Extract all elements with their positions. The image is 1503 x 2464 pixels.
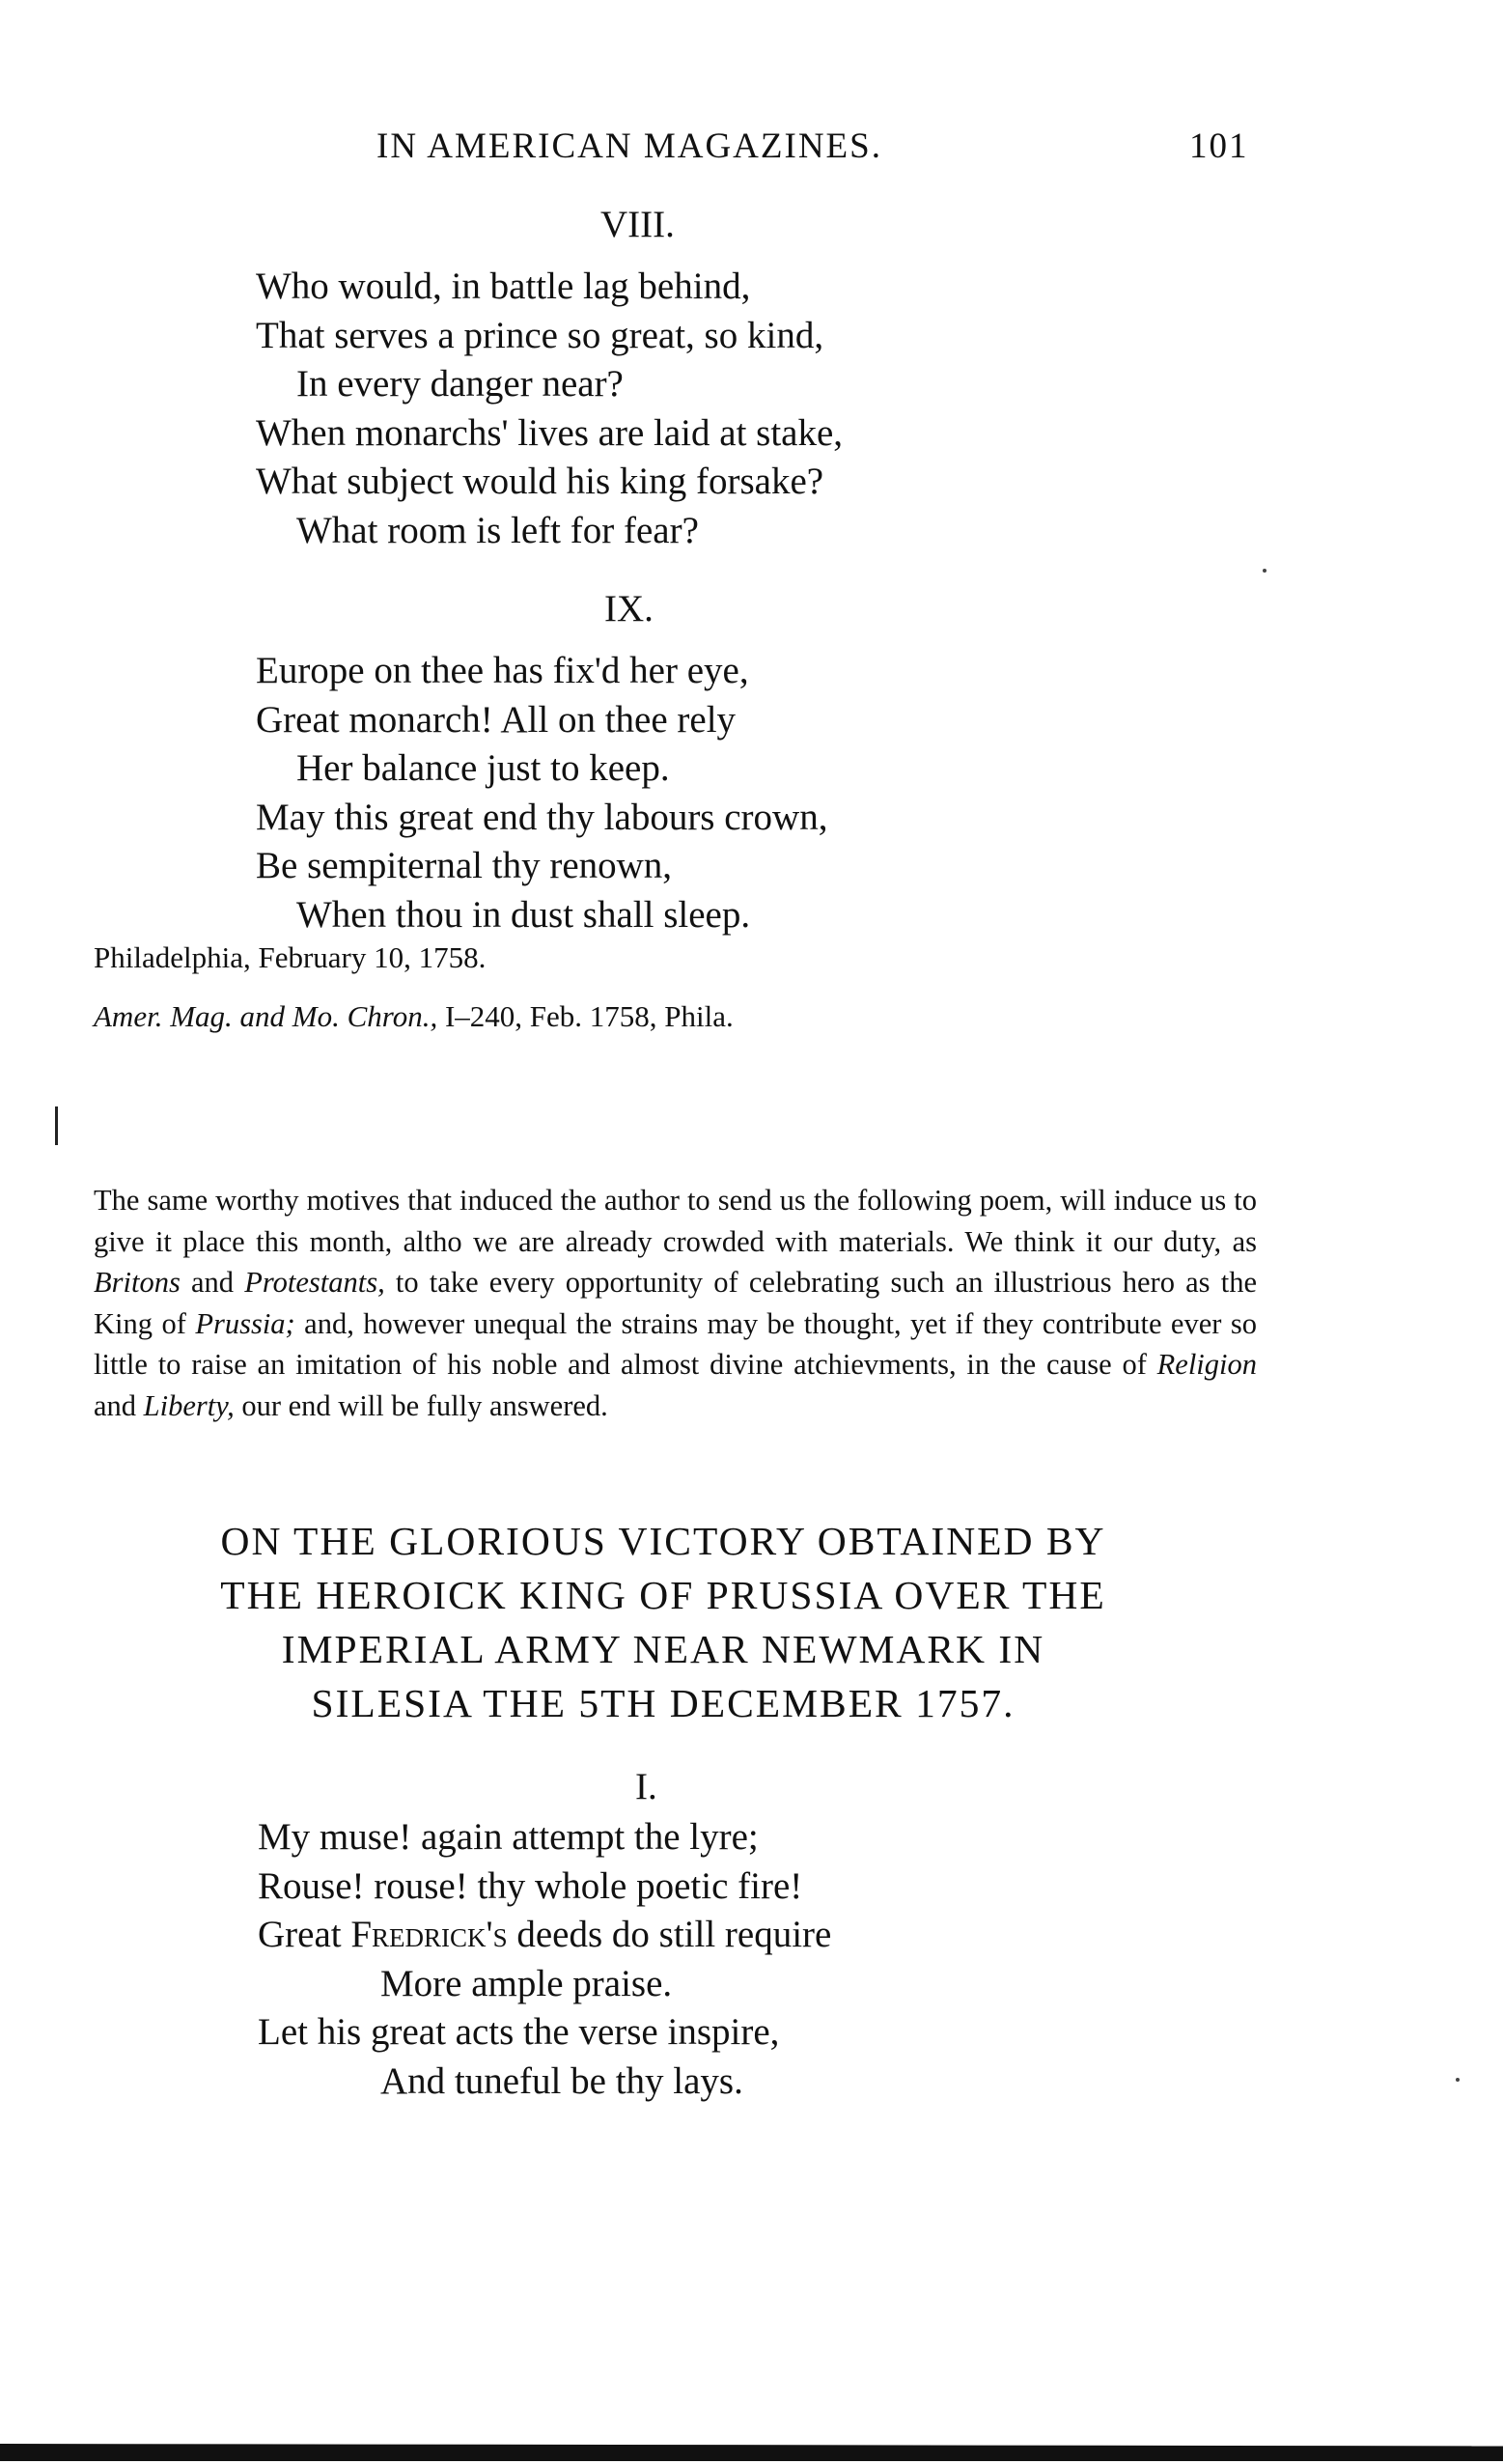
scan-speck xyxy=(1263,569,1266,573)
verse-line: What room is left for fear? xyxy=(296,509,699,551)
dateline: Philadelphia, February 10, 1758. xyxy=(94,940,487,974)
verse-line: What subject would his king forsake? xyxy=(256,461,824,502)
verse-line: My muse! again attempt the lyre; xyxy=(258,1816,759,1858)
verse-line: When thou in dust shall sleep. xyxy=(296,893,751,936)
stanza-i xyxy=(258,1813,831,2106)
title-line: IMPERIAL ARMY NEAR NEWMARK IN xyxy=(281,1627,1045,1671)
scan-speck xyxy=(1456,2078,1460,2082)
intro-text: to take every opportunity of celebrating such an illustrious hero as the King of xyxy=(94,1266,1257,1340)
verse-line: In every danger near? xyxy=(296,363,624,405)
intro-emphasis: Protestants, xyxy=(244,1266,385,1299)
verse-line: When monarchs' lives are laid at stake, xyxy=(256,411,844,454)
intro-text: our end will be fully answered. xyxy=(234,1388,608,1422)
verse-line: Be sempiternal thy renown, xyxy=(256,845,673,886)
title-line: ON THE GLORIOUS VICTORY OBTAINED BY xyxy=(220,1519,1106,1563)
verse-text: deeds do still require xyxy=(507,1914,832,1955)
verse-text: Great xyxy=(258,1914,351,1955)
intro-text: and xyxy=(180,1266,245,1299)
title-line: SILESIA THE 5TH DECEMBER 1757. xyxy=(311,1681,1016,1725)
verse-line: More ample praise. xyxy=(380,1962,673,2004)
source-details: I–240, Feb. 1758, Phila. xyxy=(437,999,734,1033)
bottom-scan-edge xyxy=(0,2438,1503,2461)
intro-text: and, however unequal the strains may be thought, yet if they contribute ever so little to raise an imitation of his noble and almost divine atchievments, in the cause of xyxy=(94,1306,1257,1381)
verse-line: Rouse! rouse! thy whole poetic fire! xyxy=(258,1864,803,1907)
king-name: Fredrick's xyxy=(350,1914,508,1955)
verse-line: And tuneful be thy lays. xyxy=(380,2059,743,2102)
intro-text: The same worthy motives that induced the author to send us the following poem, will induce us to give it place this month, altho we are already crowded with materials. We think it our duty, as xyxy=(94,1184,1257,1258)
intro-emphasis: Liberty, xyxy=(143,1388,235,1422)
intro-emphasis: Britons xyxy=(94,1266,181,1299)
stanza-ix xyxy=(256,647,827,939)
verse-line: Europe on thee has fix'd her eye, xyxy=(256,650,749,691)
margin-mark xyxy=(55,1106,58,1145)
verse-line: That serves a prince so great, so kind, xyxy=(256,314,824,356)
verse-line: Her balance just to keep. xyxy=(296,747,670,789)
verse-line: Who would, in battle lag behind, xyxy=(256,266,751,307)
verse-line: May this great end thy labours crown, xyxy=(256,796,828,838)
intro-emphasis: Prussia; xyxy=(195,1306,295,1340)
source-citation xyxy=(94,999,734,1034)
stanza-number-ix: IX. xyxy=(604,588,654,630)
title-line: THE HEROICK KING OF PRUSSIA OVER THE xyxy=(220,1573,1106,1617)
intro-text: and xyxy=(94,1388,144,1422)
verse-line: Great monarch! All on thee rely xyxy=(256,698,737,741)
verse-line xyxy=(258,1911,831,1960)
intro-emphasis: Religion xyxy=(1156,1348,1257,1381)
stanza-viii xyxy=(256,263,843,555)
poem-title xyxy=(60,1514,1266,1730)
source-title: Amer. Mag. and Mo. Chron., xyxy=(94,999,438,1033)
page-number: 101 xyxy=(1189,126,1249,166)
intro-paragraph xyxy=(94,1180,1257,1426)
stanza-number-i: I. xyxy=(635,1766,657,1807)
running-head: IN AMERICAN MAGAZINES. xyxy=(376,126,882,166)
verse-line: Let his great acts the verse inspire, xyxy=(258,2011,780,2053)
stanza-number-viii: VIII. xyxy=(600,204,675,245)
